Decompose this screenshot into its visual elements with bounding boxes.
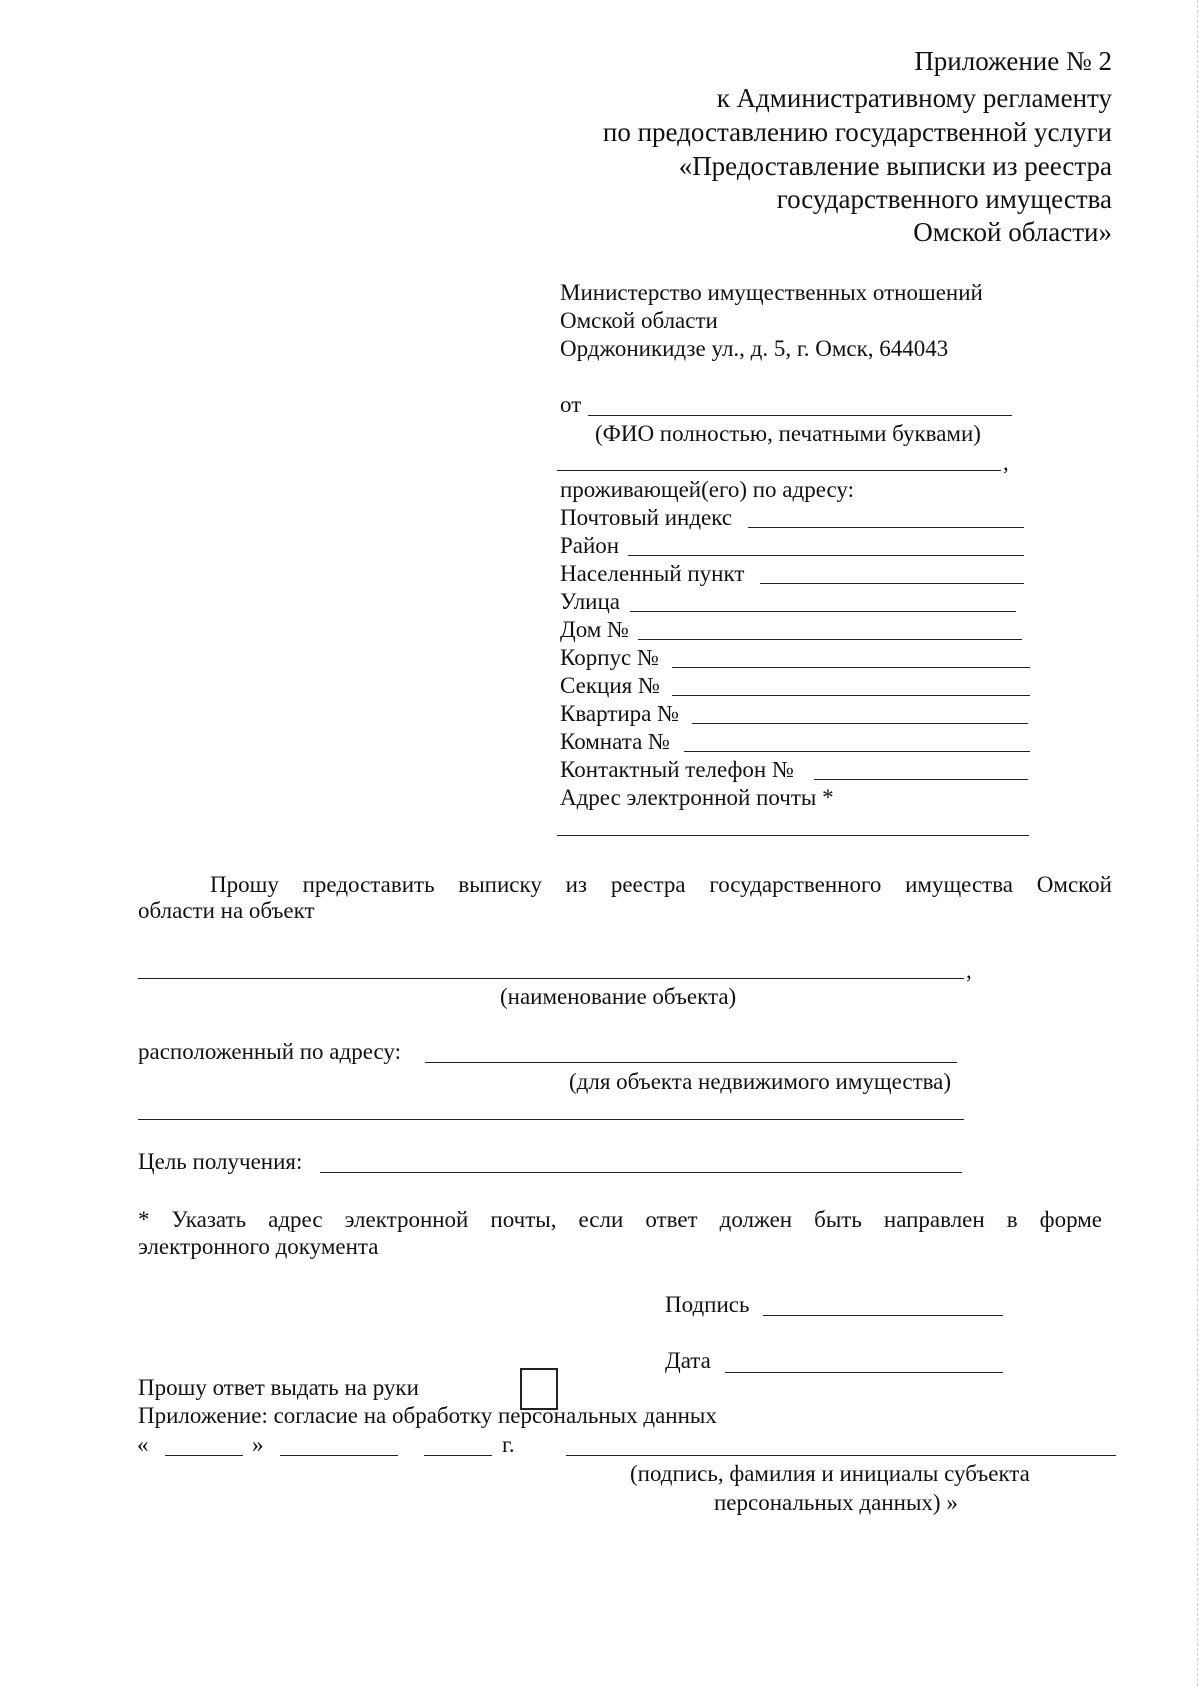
house-field[interactable] — [638, 639, 1022, 640]
consent-signature-field[interactable] — [566, 1455, 1116, 1456]
consent-month-field[interactable] — [280, 1455, 398, 1456]
annex-number: Приложение № 2 — [914, 46, 1112, 76]
residing-label: проживающей(его) по адресу: — [560, 477, 854, 502]
street-field[interactable] — [630, 611, 1016, 612]
request-word: выписку — [458, 872, 542, 897]
purpose-field[interactable] — [320, 1172, 962, 1173]
building-field[interactable] — [672, 667, 1030, 668]
note-word: почты, — [490, 1207, 557, 1232]
phone-label: Контактный телефон № — [560, 757, 794, 782]
consent-day-field[interactable] — [165, 1455, 243, 1456]
recipient-name: Министерство имущественных отношений — [560, 280, 983, 305]
recipient-address: Орджоникидзе ул., д. 5, г. Омск, 644043 — [560, 336, 949, 361]
apartment-field[interactable] — [692, 723, 1028, 724]
postal-code-field[interactable] — [748, 527, 1024, 528]
signature-label: Подпись — [665, 1292, 750, 1317]
request-word: Омской — [1036, 872, 1112, 897]
section-field[interactable] — [672, 695, 1030, 696]
realty-caption: (для объекта недвижимого имущества) — [569, 1069, 952, 1094]
apartment-label: Квартира № — [560, 701, 680, 726]
district-field[interactable] — [628, 555, 1024, 556]
annex-regulation: к Административному регламенту — [716, 83, 1112, 113]
request-word: Прошу — [210, 872, 279, 897]
postal-code-label: Почтовый индекс — [560, 505, 733, 530]
from-label: от — [560, 392, 582, 417]
request-word: предоставить — [302, 872, 435, 897]
note-word: должен — [719, 1207, 793, 1232]
purpose-label: Цель получения: — [138, 1149, 303, 1174]
object-address-field[interactable] — [425, 1062, 957, 1063]
object-name-field[interactable] — [138, 978, 964, 979]
note-word: в — [1006, 1207, 1018, 1232]
attachment-label: Приложение: согласие на обработку персональных данных — [138, 1403, 717, 1428]
request-line-1 — [210, 873, 1112, 896]
annex-service-title-2: государственного имущества — [776, 184, 1112, 214]
fio-field-line-2[interactable] — [557, 470, 1001, 471]
note-word: направлен — [883, 1207, 985, 1232]
locality-field[interactable] — [760, 583, 1024, 584]
house-label: Дом № — [560, 617, 629, 642]
note-line-2: электронного документа — [138, 1234, 379, 1259]
note-word: электронной — [344, 1207, 469, 1232]
note-word: быть — [814, 1207, 862, 1232]
request-line-2: области на объект — [138, 898, 315, 923]
note-word: ответ — [645, 1207, 698, 1232]
scan-edge — [1196, 0, 1198, 1686]
request-word: реестра — [610, 872, 686, 897]
fio-field-line[interactable] — [588, 415, 1012, 416]
note-word: Указать — [171, 1207, 247, 1232]
date-label: Дата — [665, 1348, 711, 1373]
email-field[interactable] — [557, 835, 1029, 836]
district-label: Район — [560, 533, 620, 558]
email-label: Адрес электронной почты * — [560, 785, 834, 810]
fio-comma: , — [1003, 450, 1009, 475]
annex-service-title-1: «Предоставление выписки из реестра — [678, 151, 1112, 181]
consent-signature-caption-2: персональных данных) » — [714, 1490, 958, 1515]
date-field[interactable] — [725, 1372, 1003, 1373]
room-field[interactable] — [684, 751, 1030, 752]
request-word: из — [565, 872, 588, 897]
hand-delivery-label: Прошу ответ выдать на руки — [138, 1375, 419, 1400]
section-label: Секция № — [560, 673, 660, 698]
building-label: Корпус № — [560, 645, 659, 670]
object-address-field-2[interactable] — [138, 1119, 964, 1120]
annex-service: по предоставлению государственной услуги — [602, 117, 1112, 147]
note-word: * — [138, 1207, 150, 1232]
note-line-1 — [138, 1208, 1102, 1231]
object-name-caption: (наименование объекта) — [500, 984, 737, 1009]
request-word: государственного — [709, 872, 882, 897]
fio-caption: (ФИО полностью, печатными буквами) — [595, 421, 981, 446]
note-word: форме — [1039, 1207, 1102, 1232]
note-word: если — [578, 1207, 624, 1232]
request-word: имущества — [905, 872, 1013, 897]
phone-field[interactable] — [814, 779, 1028, 780]
room-label: Комната № — [560, 729, 670, 754]
annex-service-title-3: Омской области» — [913, 217, 1112, 247]
recipient-region: Омской области — [560, 308, 718, 333]
consent-year-field[interactable] — [424, 1455, 492, 1456]
date-quote-open: « — [137, 1432, 149, 1457]
locality-label: Населенный пункт — [560, 561, 745, 586]
signature-field[interactable] — [763, 1315, 1003, 1316]
note-word: адрес — [268, 1207, 323, 1232]
object-comma: , — [966, 958, 972, 983]
year-suffix: г. — [502, 1432, 515, 1457]
date-quote-close: » — [252, 1432, 264, 1457]
consent-signature-caption-1: (подпись, фамилия и инициалы субъекта — [630, 1461, 1030, 1486]
located-label: расположенный по адресу: — [138, 1039, 401, 1064]
street-label: Улица — [560, 589, 620, 614]
